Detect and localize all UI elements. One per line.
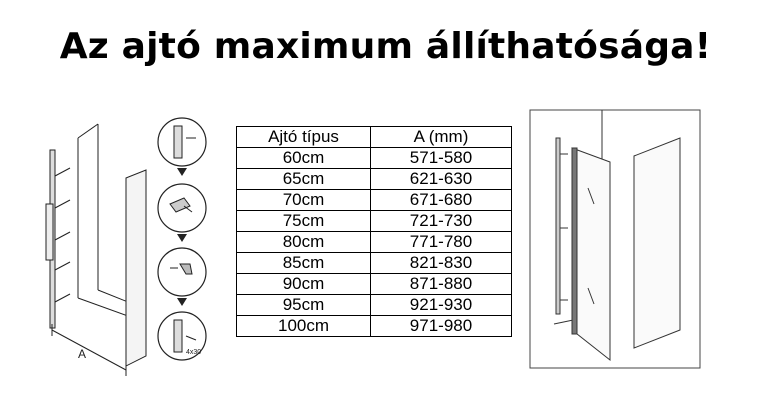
screw-label: 4x30 — [186, 349, 202, 356]
a-range-cell: 721-730 — [371, 211, 512, 232]
a-range-cell: 921-930 — [371, 295, 512, 316]
door-type-cell: 95cm — [237, 295, 371, 316]
installation-diagram — [20, 108, 220, 380]
table-row — [237, 211, 512, 232]
door-type-cell: 60cm — [237, 148, 371, 169]
page-title: Az ajtó maximum állíthatósága! — [59, 26, 712, 67]
a-range-cell: 821-830 — [371, 253, 512, 274]
door-type-cell: 70cm — [237, 190, 371, 211]
door-type-cell: 75cm — [237, 211, 371, 232]
table-row — [237, 316, 512, 337]
column-header-a-mm: A (mm) — [371, 127, 512, 148]
door-type-cell: 100cm — [237, 316, 371, 337]
table-row — [237, 148, 512, 169]
a-range-cell: 671-680 — [371, 190, 512, 211]
door-size-table — [236, 126, 512, 337]
column-header-door-type: Ajtó típus — [237, 127, 371, 148]
table-header-row — [237, 127, 512, 148]
arrow-down-icon — [177, 168, 187, 176]
dimension-label-a: A — [78, 347, 87, 361]
table-row — [237, 232, 512, 253]
table-row — [237, 190, 512, 211]
door-diagram — [528, 108, 708, 370]
a-range-cell: 971-980 — [371, 316, 512, 337]
door-type-cell: 80cm — [237, 232, 371, 253]
table-row — [237, 169, 512, 190]
table-row — [237, 274, 512, 295]
arrow-down-icon — [177, 234, 187, 242]
table-row — [237, 253, 512, 274]
a-range-cell: 621-630 — [371, 169, 512, 190]
a-range-cell: 871-880 — [371, 274, 512, 295]
door-type-cell: 90cm — [237, 274, 371, 295]
table-row — [237, 295, 512, 316]
door-type-cell: 65cm — [237, 169, 371, 190]
door-type-cell: 85cm — [237, 253, 371, 274]
a-range-cell: 571-580 — [371, 148, 512, 169]
arrow-down-icon — [177, 298, 187, 306]
a-range-cell: 771-780 — [371, 232, 512, 253]
step-3-circle — [158, 248, 206, 296]
